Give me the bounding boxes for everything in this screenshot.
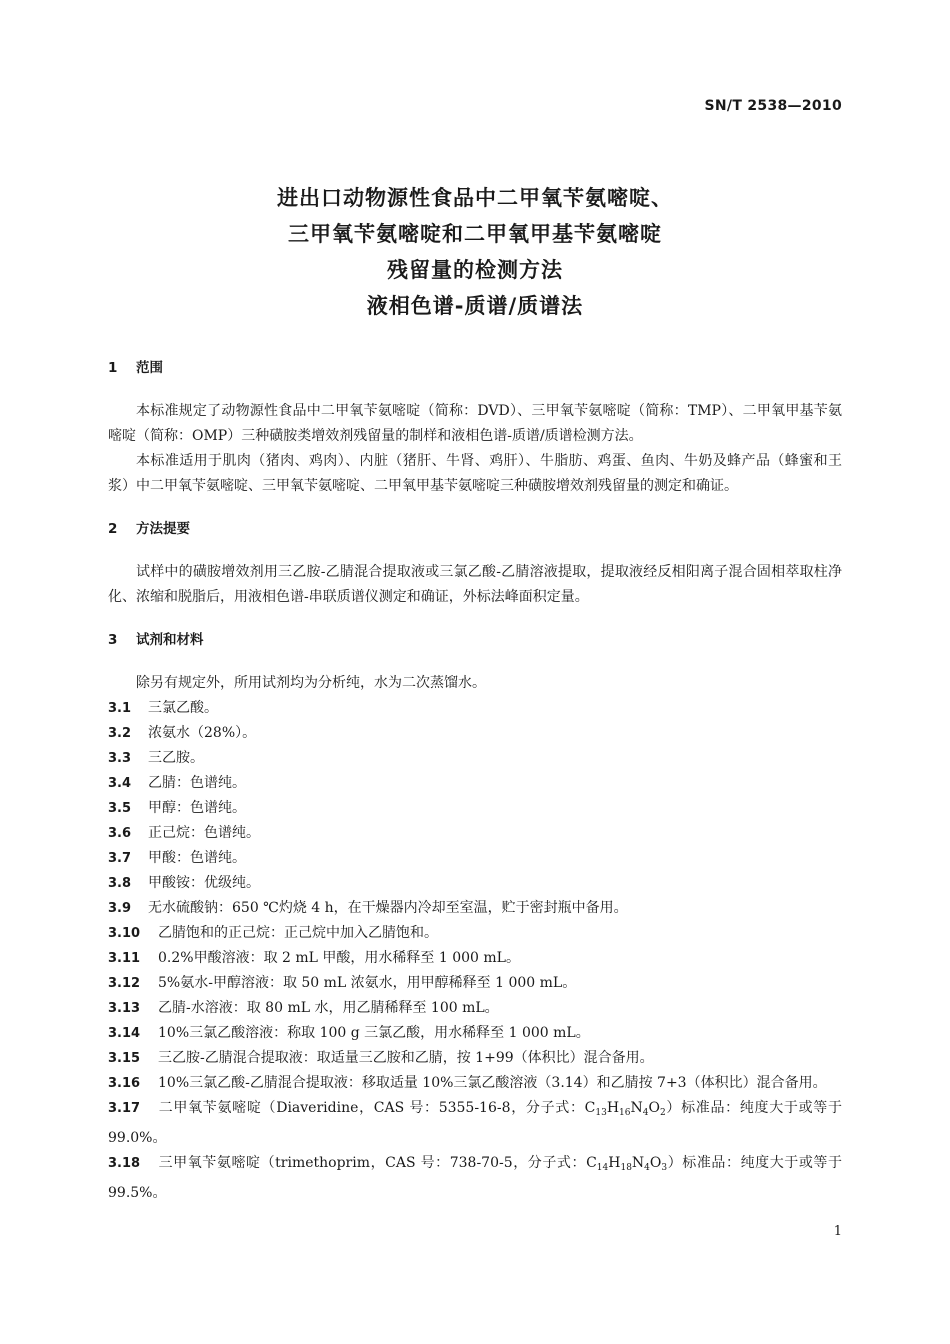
title-line-4: 液相色谱-质谱/质谱法 [366, 294, 584, 318]
list-item: 3.11 0.2%甲酸溶液：取 2 mL 甲酸，用水稀释至 1 000 mL。 [108, 950, 520, 966]
list-item: 3.17 二甲氧苄氨嘧啶（Diaveridine，CAS 号：5355-16-8，分子式：$C_{13}H_{16}N_4O_2$）标准品：纯度大于或等于 99.0%。 [108, 1100, 842, 1146]
reagent-list [108, 696, 842, 1206]
title-line-1: 进出口动物源性食品中二甲氧苄氨嘧啶、 [277, 186, 673, 210]
section-title: 范围 [136, 360, 163, 376]
section-3-heading [108, 628, 842, 653]
list-item: 3.3 三乙胺。 [108, 750, 204, 766]
document-body [108, 356, 842, 1206]
list-item: 3.10 乙腈饱和的正己烷：正己烷中加入乙腈饱和。 [108, 925, 438, 941]
list-item: 3.15 三乙胺-乙腈混合提取液：取适量三乙胺和乙腈，按 1+99（体积比）混合备用。 [108, 1050, 654, 1066]
standard-code: SN/T 2538—2010 [704, 98, 842, 114]
list-item: 3.7 甲酸：色谱纯。 [108, 850, 246, 866]
section-2-heading [108, 517, 842, 542]
section-1-heading [108, 356, 842, 381]
list-item: 3.9 无水硫酸钠：650 ℃灼烧 4 h，在干燥器内冷却至室温，贮于密封瓶中备用。 [108, 900, 628, 916]
list-item: 3.18 三甲氧苄氨嘧啶（trimethoprim，CAS 号：738-70-5，分子式：$C_{14}H_{18}N_4O_3$）标准品：纯度大于或等于 99.5%。 [108, 1155, 843, 1201]
section-title: 试剂和材料 [136, 632, 204, 648]
paragraph: 本标准适用于肌肉（猪肉、鸡肉）、内脏（猪肝、牛肾、鸡肝）、牛脂肪、鸡蛋、鱼肉、牛奶及蜂产品（蜂蜜和王浆）中二甲氧苄氨嘧啶、三甲氧苄氨嘧啶、二甲氧甲基苄氨嘧啶三种磺胺增效剂残留量的测定和确证。 [108, 453, 842, 494]
title-line-2: 三甲氧苄氨嘧啶和二甲氧甲基苄氨嘧啶 [288, 222, 662, 246]
document-title [0, 180, 950, 324]
section-number: 3 [108, 632, 118, 648]
list-item: 3.6 正己烷：色谱纯。 [108, 825, 260, 841]
section-title: 方法提要 [136, 521, 190, 537]
paragraph: 除另有规定外，所用试剂均为分析纯，水为二次蒸馏水。 [136, 675, 486, 691]
section-number: 1 [108, 360, 118, 376]
chemical-formula: $C_{14}H_{18}N_4O_3$ [586, 1155, 668, 1173]
list-item: 3.14 10%三氯乙酸溶液：称取 100 g 三氯乙酸，用水稀释至 1 000 mL。 [108, 1025, 590, 1041]
paragraph: 本标准规定了动物源性食品中二甲氧苄氨嘧啶（简称：DVD）、三甲氧苄氨嘧啶（简称：TMP）、二甲氧甲基苄氨嘧啶（简称：OMP）三种磺胺类增效剂残留量的制样和液相色谱-质谱/质谱检测方法。 [108, 403, 842, 444]
list-item: 3.13 乙腈-水溶液：取 80 mL 水，用乙腈稀释至 100 mL。 [108, 1000, 499, 1016]
list-item: 3.4 乙腈：色谱纯。 [108, 775, 246, 791]
section-number: 2 [108, 521, 118, 537]
title-line-3: 残留量的检测方法 [387, 258, 563, 282]
list-item: 3.1 三氯乙酸。 [108, 700, 218, 716]
paragraph: 试样中的磺胺增效剂用三乙胺-乙腈混合提取液或三氯乙酸-乙腈溶液提取，提取液经反相阳离子混合固相萃取柱净化、浓缩和脱脂后，用液相色谱-串联质谱仪测定和确证，外标法峰面积定量。 [108, 564, 842, 605]
list-item: 3.12 5%氨水-甲醇溶液：取 50 mL 浓氨水，用甲醇稀释至 1 000 mL。 [108, 975, 577, 991]
list-item: 3.2 浓氨水（28%）。 [108, 725, 257, 741]
list-item: 3.16 10%三氯乙酸-乙腈混合提取液：移取适量 10%三氯乙酸溶液（3.14）和乙腈按 7+3（体积比）混合备用。 [108, 1075, 827, 1091]
list-item: 3.5 甲醇：色谱纯。 [108, 800, 246, 816]
page-number: 1 [833, 1224, 842, 1239]
list-item: 3.8 甲酸铵：优级纯。 [108, 875, 260, 891]
chemical-formula: $C_{13}H_{16}N_4O_2$ [584, 1100, 666, 1118]
